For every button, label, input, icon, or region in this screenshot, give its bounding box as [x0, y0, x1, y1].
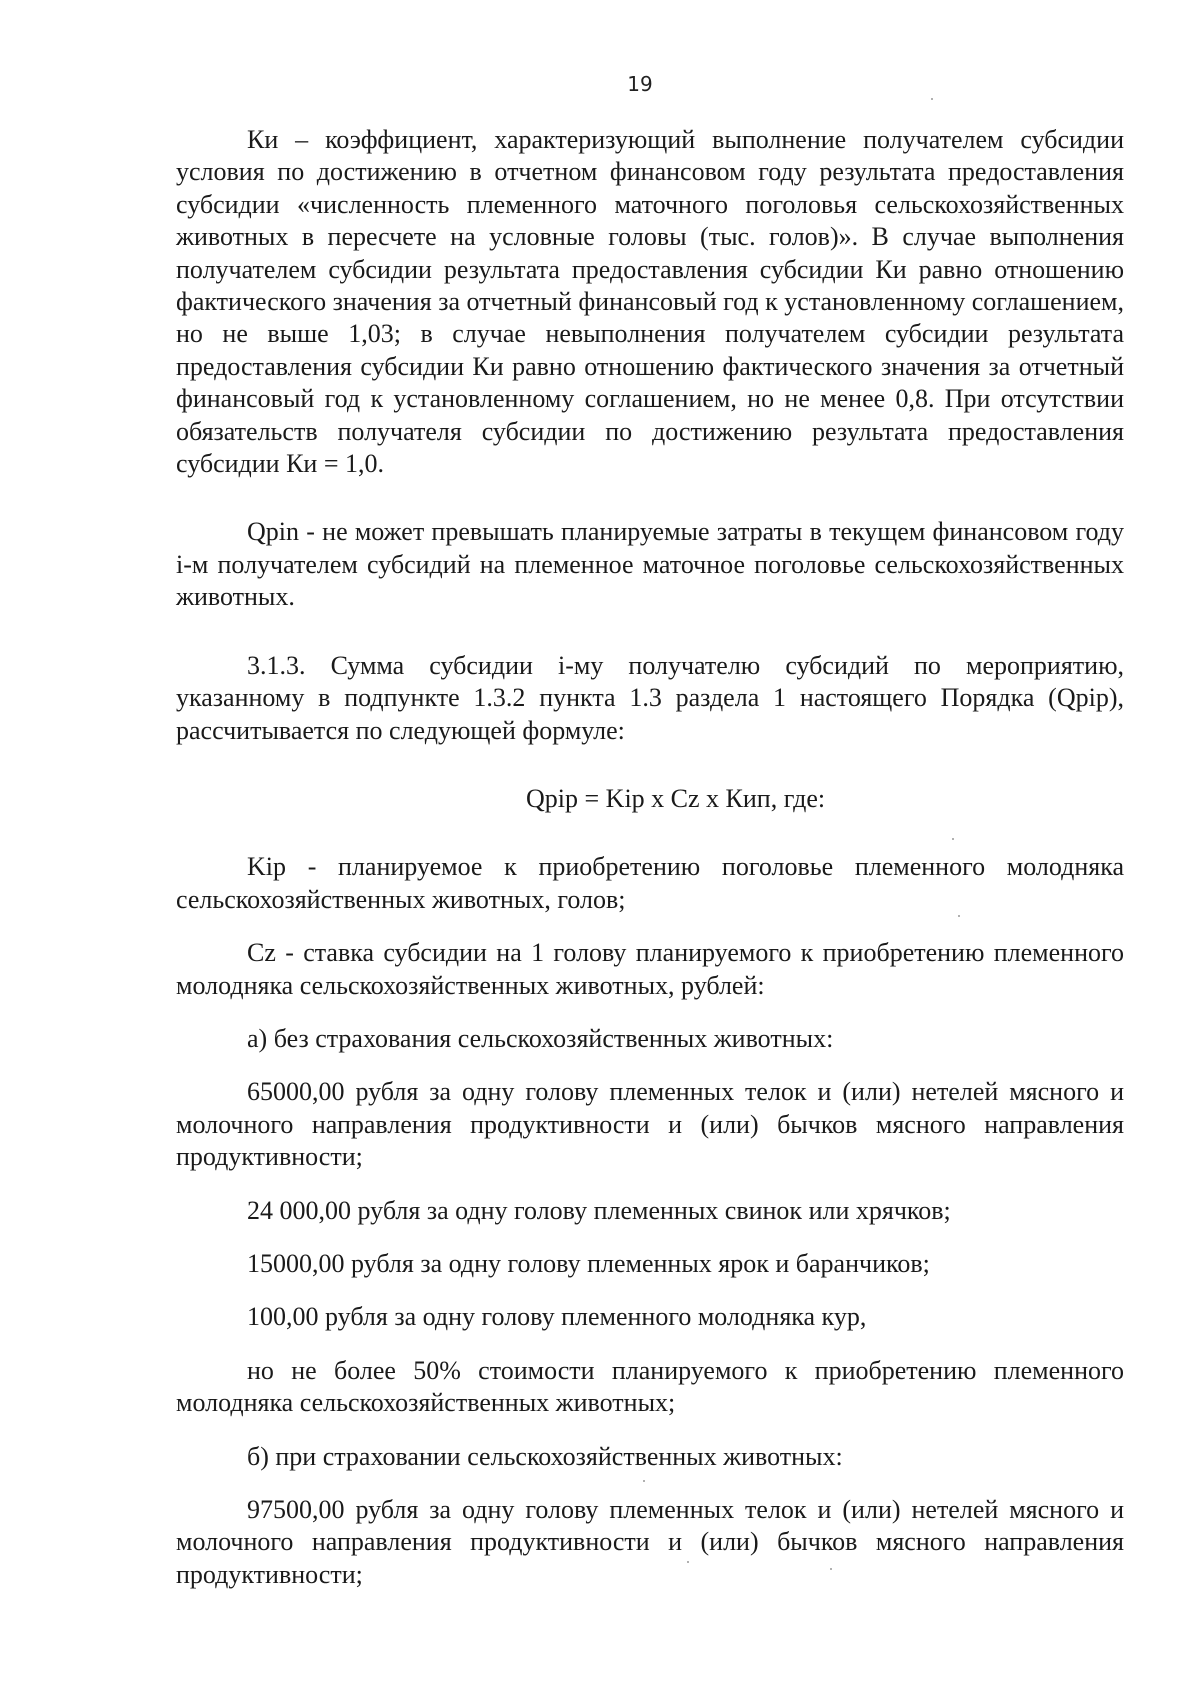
paragraph-insured-rate-cattle: 97500,00 рубля за одну голову племенных телок и (или) нетелей мясного и молочного направления продуктивности и (или) бычков мясного направления продуктивности; [176, 1495, 1124, 1589]
scan-speck [958, 915, 960, 917]
paragraph-section-3-1-3: 3.1.3. Сумма субсидии i-му получателю субсидий по мероприятию, указанному в подпункте 1.3.2 пункта 1.3 раздела 1 настоящего Порядка (Qpip), рассчитывается по следующей формуле: [176, 650, 1124, 745]
page-number: 19 [627, 72, 653, 96]
paragraph-cz-definition: Cz - ставка субсидии на 1 голову планируемого к приобретению племенного молодняка сельскохозяйственных животных, рублей: [176, 938, 1124, 1000]
scan-speck [687, 1561, 689, 1563]
paragraph-without-insurance: а) без страхования сельскохозяйственных животных: [247, 1023, 834, 1053]
document-body [176, 124, 1124, 1591]
paragraph-with-insurance: б) при страховании сельскохозяйственных животных: [247, 1441, 843, 1471]
paragraph-rate-sheep: 15000,00 рубля за одну голову племенных ярок и баранчиков; [247, 1248, 930, 1278]
paragraph-kip-definition: Kip - планируемое к приобретению поголовье племенного молодняка сельскохозяйственных животных, голов; [176, 852, 1124, 914]
paragraph-cost-limit: но не более 50% стоимости планируемого к приобретению племенного молодняка сельскохозяйственных животных; [176, 1355, 1124, 1418]
paragraph-rate-pigs: 24 000,00 рубля за одну голову племенных свинок или хрячков; [247, 1195, 951, 1225]
paragraph-qpin-limit: Qpin - не может превышать планируемые затраты в текущем финансовом году i-м получателем субсидий на племенное маточное поголовье сельскохозяйственных животных. [176, 517, 1124, 612]
scan-speck [931, 98, 933, 100]
paragraph-ki-definition: Ки – коэффициент, характеризующий выполнение получателем субсидии условия по достижению в отчетном финансовом году результата предоставления субсидии «численность племенного маточного поголовья сельскохозяйственных животных в пересчете на условные головы (тыс. голов)». В случае выполнения получателем субсидии результата предоставления субсидии Ки равно отношению фактического значения за отчетный финансовый год к установленному соглашением, но не выше 1,03; в случае невыполнения получателем субсидии результата предоставления субсидии Ки равно отношению фактического значения за отчетный финансовый год к установленному соглашением, но не менее 0,8. При отсутствии обязательств получателя субсидии по достижению результата предоставления субсидии Ки = 1,0. [176, 125, 1124, 479]
scan-speck [643, 1480, 645, 1482]
scan-speck [952, 838, 954, 840]
paragraph-rate-cattle: 65000,00 рубля за одну голову племенных телок и (или) нетелей мясного и молочного направления продуктивности и (или) бычков мясного направления продуктивности; [176, 1077, 1124, 1172]
formula-qpip: Qpip = Kip x Cz x Кип, где: [526, 783, 826, 813]
paragraph-rate-chickens: 100,00 рубля за одну голову племенного молодняка кур, [247, 1302, 867, 1332]
scan-speck [830, 1568, 832, 1570]
